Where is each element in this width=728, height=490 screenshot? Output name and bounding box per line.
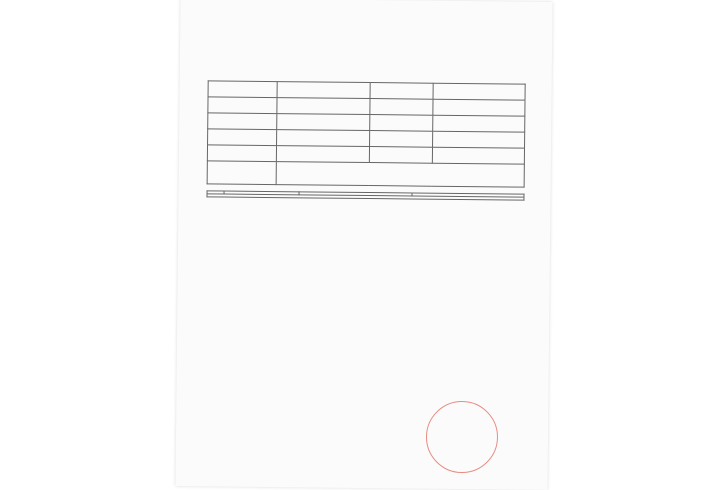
info-cell-value (277, 82, 370, 99)
info-cell-value (277, 98, 370, 115)
info-cell-label2 (369, 147, 432, 164)
basis-label (207, 161, 276, 185)
info-cell-value2 (432, 131, 525, 148)
info-cell-label (207, 145, 276, 162)
report-title (180, 54, 552, 58)
info-cell-label2 (370, 83, 433, 100)
report-page (175, 0, 552, 490)
info-cell-value2 (432, 147, 525, 164)
info-cell-label2 (369, 131, 432, 148)
info-cell-value2 (432, 99, 525, 116)
basis-value (276, 162, 524, 188)
info-cell-label (208, 97, 277, 114)
info-cell-label (208, 113, 277, 130)
info-cell-label (208, 81, 277, 98)
info-cell-value (277, 114, 370, 131)
sample-info-table (207, 80, 526, 187)
company-title (180, 33, 552, 37)
basis-row (207, 161, 524, 187)
info-cell-value2 (433, 83, 526, 100)
info-cell-label2 (369, 99, 432, 116)
official-seal (426, 401, 499, 474)
info-cell-label (208, 129, 277, 146)
institute-title (180, 14, 552, 18)
info-cell-label2 (369, 115, 432, 132)
microbe-table (206, 190, 524, 200)
info-cell-value2 (432, 115, 525, 132)
info-cell-value (276, 146, 369, 163)
info-cell-value (277, 130, 370, 147)
